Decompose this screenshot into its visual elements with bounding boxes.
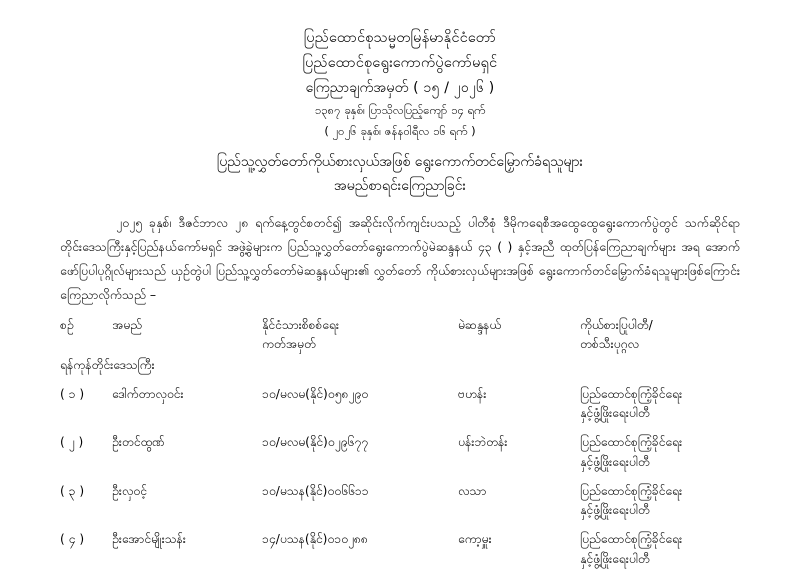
table-header [60, 316, 740, 356]
row-constituency: ပန်းဘဲတန်း [458, 435, 508, 450]
page-title [60, 151, 740, 199]
region-row [60, 356, 740, 376]
table-row [60, 376, 740, 425]
date-myanmar-era: ၁၃၈၇ ခုနှစ်၊ ပြာသိုလပြည့်ကျော် ၁၄ ရက် [314, 102, 486, 117]
row-nrc: ၁၄/ပသန(နိုင်)၀၁၀၂၈၈ [262, 532, 368, 547]
row-name: ဦးလှဝင့် [112, 483, 147, 498]
table-region-group [60, 356, 740, 376]
row-name: ဦးတင်ထွဏ် [112, 435, 165, 450]
column-header-party-line-2: တစ်သီးပုဂ္ဂလ [580, 337, 639, 352]
column-header-constituency: မဲဆန္ဒနယ် [458, 318, 502, 333]
row-party [580, 376, 740, 425]
results-table [60, 316, 740, 569]
row-no: ( ၂ ) [60, 435, 84, 450]
region-label: ရန်ကုန်တိုင်းဒေသကြီး [60, 358, 155, 373]
row-constituency: လသာ [458, 483, 487, 498]
body-text [60, 211, 740, 306]
body-paragraph [60, 211, 740, 306]
table-header-row [60, 316, 740, 356]
row-party-line-1: ပြည်ထောင်စုကြံ့ခိုင်ရေး [580, 386, 683, 401]
row-constituency: ကော့မှူး [458, 532, 492, 547]
row-constituency: ဗဟန်း [458, 386, 487, 401]
column-header-nrc-line-2: ကတ်အမှတ် [262, 337, 316, 352]
row-party [580, 424, 740, 473]
header-line-2: ပြည်ထောင်စုရွေးကောက်ပွဲကော်မရှင် [302, 54, 498, 71]
body-paragraph-text: ၂၀၂၅ ခုနှစ်၊ ဒီဇင်ဘာလ ၂၈ ရက်နေ့တွင်စတင်၍ အဆိုင်းလိုက်ကျင်းပသည့် ပါတီစုံ ဒီမိုကရေစီအထွေထွေရွေးကောက်ပွဲတွင် သက်ဆိုင်ရာ တိုင်းဒေသကြီးနှင့်ပြည်နယ်ကော်မရှင် အဖွဲ့ခွဲများက ပြည်သူ့လွှတ်တော်ရွေးကောက်ပွဲမဲဆန္ဒနယ် ၄၃ ( ) နှင့်အညီ ထုတ်ပြန်ကြေညာချက်များ အရ အောက်ဖော်ပြပါပုဂ္ဂိုလ်များသည် ယှဉ်တွဲပါ ပြည်သူ့လွှတ်တော်မဲဆန္ဒနယ်များ၏ လွှတ်တော် ကိုယ်စားလှယ်များအဖြစ် ရွေးကောက်တင်မြှောက်ခံရသူများဖြစ်ကြောင်း ကြေညာလိုက်သည် – [60, 215, 740, 302]
column-header-name: အမည် [112, 318, 142, 333]
row-no: ( ၁ ) [60, 386, 85, 401]
row-nrc: ၁၀/မလမ(နိုင်)၀၂၉၆၇၇ [262, 435, 368, 450]
row-nrc: ၁၀/မလမ(နိုင်)၀၅၈၂၉၀ [262, 386, 369, 401]
row-party-line-1: ပြည်ထောင်စုကြံ့ခိုင်ရေး [580, 483, 683, 498]
column-header-nrc-line-1: နိုင်ငံသားစိစစ်ရေး [262, 318, 339, 333]
page-title-line-1: ပြည်သူ့လွှတ်တော်ကိုယ်စားလှယ်အဖြစ် ရွေးကောက်တင်မြှောက်ခံရသူများ [216, 154, 584, 171]
column-header-nrc [262, 316, 458, 356]
row-party-line-2: နှင့်ဖွံ့ဖြိုးရေးပါတီ [580, 552, 650, 567]
row-party-line-1: ပြည်ထောင်စုကြံ့ခိုင်ရေး [580, 435, 683, 450]
row-party [580, 521, 740, 570]
column-header-party-line-1: ကိုယ်စားပြုပါတီ/ [580, 318, 653, 333]
row-party-line-2: နှင့်ဖွံ့ဖြိုးရေးပါတီ [580, 406, 650, 421]
table-body [60, 376, 740, 570]
row-name: ဦးအောင်မျိုးသန်း [112, 532, 186, 547]
row-no: ( ၃ ) [60, 483, 85, 498]
table-row [60, 424, 740, 473]
row-party-line-2: နှင့်ဖွံ့ဖြိုးရေးပါတီ [580, 454, 650, 469]
page-title-line-2: အမည်စာရင်းကြေညာခြင်း [333, 178, 467, 195]
document-header [60, 26, 740, 142]
row-nrc: ၁၀/မသန(နိုင်)၀၀၆၆၁၁ [262, 483, 369, 498]
column-header-party [580, 316, 740, 356]
announcement-number: ကြေညာချက်အမှတ် ( ၁၅ / ၂၀၂၆ ) [305, 79, 495, 96]
date-gregorian: ( ၂၀၂၆ ခုနှစ်၊ ဇန်နဝါရီလ ၁၆ ရက် ) [324, 124, 476, 139]
row-party [580, 473, 740, 522]
header-line-1: ပြည်ထောင်စုသမ္မတမြန်မာနိုင်ငံတော် [303, 30, 497, 46]
row-party-line-2: နှင့်ဖွံ့ဖြိုးရေးပါတီ [580, 503, 650, 518]
row-no: ( ၄ ) [60, 532, 85, 547]
row-party-line-1: ပြည်ထောင်စုကြံ့ခိုင်ရေး [580, 532, 683, 547]
table-row [60, 521, 740, 570]
row-name: ဒေါက်တာလှဝင်း [112, 386, 184, 401]
column-header-no: စဉ် [60, 318, 74, 333]
table-row [60, 473, 740, 522]
